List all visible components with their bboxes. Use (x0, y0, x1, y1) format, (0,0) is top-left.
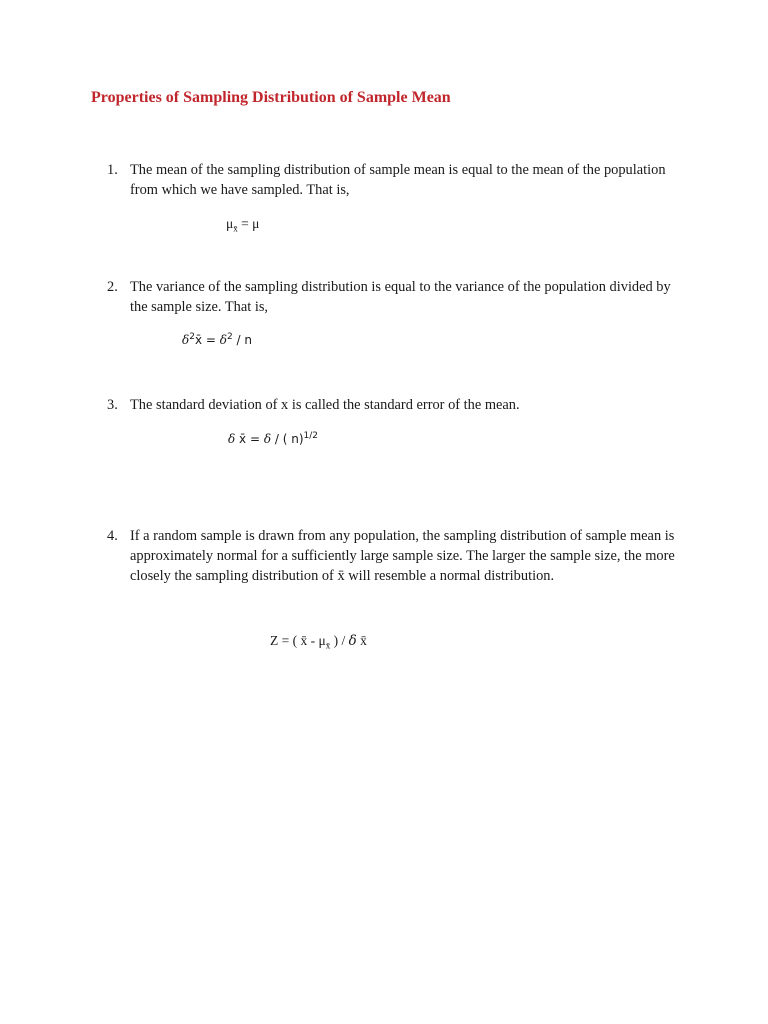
formula-xbar: x̄ (356, 633, 367, 648)
formula-rhs: μ (252, 216, 260, 231)
formula-xbar: x̄ (194, 333, 203, 347)
item-number: 1. (107, 162, 118, 178)
formula-z-score (270, 632, 367, 650)
formula-divide: ) / (330, 633, 349, 648)
formula-mean (226, 215, 259, 233)
formula-superscript: 2 (227, 332, 233, 342)
formula-delta: δ (219, 333, 227, 347)
item-number: 2. (107, 279, 118, 295)
formula-equals: = (237, 216, 253, 231)
item-text: The variance of the sampling distribution is equal to the variance of the population divided by the sample size. That is, (130, 279, 671, 315)
formula-delta: δ (228, 432, 236, 446)
formula-variance (182, 331, 252, 349)
formula-lhs: Z = (270, 633, 293, 648)
item-number: 3. (107, 397, 118, 413)
list-item-4 (107, 526, 687, 586)
formula-rhs: / ( n) (271, 432, 304, 446)
formula-delta: δ (182, 333, 190, 347)
formula-delta: δ (348, 633, 357, 649)
formula-superscript: 2 (189, 332, 195, 342)
formula-superscript: 1/2 (303, 431, 319, 441)
formula-delta: δ (263, 432, 272, 446)
formula-equals: = (202, 333, 220, 347)
formula-std-error (228, 430, 318, 448)
item-text: If a random sample is drawn from any population, the sampling distribution of sample mean is approximately normal for a sufficiently large sample size. The larger the sample size, the more closely the sampling distribution of x̄ will resemble a normal distribution. (130, 528, 675, 584)
list-item-3 (107, 395, 687, 415)
list-item-2 (107, 277, 687, 317)
formula-equals: = (246, 432, 264, 446)
list-item-1 (107, 160, 687, 200)
formula-xbar: x̄ (235, 432, 247, 446)
formula-subscript: x̄ (325, 640, 331, 651)
document-title: Properties of Sampling Distribution of Sample Mean (91, 89, 451, 106)
item-number: 4. (107, 528, 118, 544)
formula-rhs: / n (232, 333, 253, 347)
formula-numerator: ( x̄ - μ (292, 633, 326, 648)
formula-subscript: x̄ (233, 223, 238, 234)
item-text: The standard deviation of x is called the standard error of the mean. (130, 397, 520, 413)
item-text: The mean of the sampling distribution of sample mean is equal to the mean of the population from which we have sampled. That is, (130, 162, 666, 198)
formula-lhs: μ (226, 216, 234, 231)
